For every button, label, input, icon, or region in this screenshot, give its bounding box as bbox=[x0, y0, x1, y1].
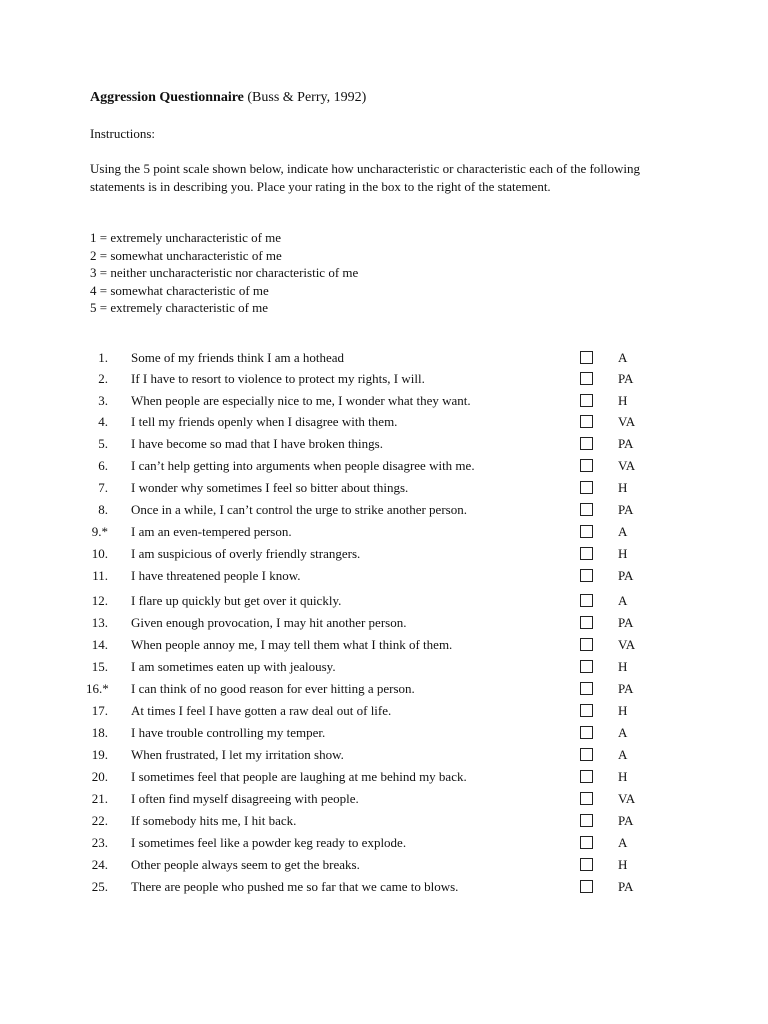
rating-box[interactable] bbox=[580, 880, 593, 893]
statement-row bbox=[0, 371, 768, 389]
statement-text: I tell my friends openly when I disagree with them. bbox=[131, 414, 398, 429]
subscale-code: H bbox=[618, 857, 628, 872]
rating-box[interactable] bbox=[580, 792, 593, 805]
statement-row bbox=[0, 857, 768, 875]
statement-number: 12. bbox=[91, 593, 108, 608]
scale-item: 1 = extremely uncharacteristic of me bbox=[90, 230, 282, 245]
statement-number: 4. bbox=[98, 414, 108, 429]
rating-box[interactable] bbox=[580, 594, 593, 607]
subscale-code: VA bbox=[618, 637, 636, 652]
statement-row bbox=[0, 568, 768, 586]
statement-text: I have become so mad that I have broken things. bbox=[131, 436, 383, 451]
subscale-code: A bbox=[618, 835, 628, 850]
rating-box[interactable] bbox=[580, 638, 593, 651]
statement-number: 1. bbox=[98, 350, 108, 365]
statement-text: I can think of no good reason for ever hitting a person. bbox=[131, 681, 415, 696]
statement-number: 5. bbox=[98, 436, 108, 451]
rating-box[interactable] bbox=[580, 726, 593, 739]
statement-text: I wonder why sometimes I feel so bitter about things. bbox=[131, 480, 409, 495]
scale-item: 2 = somewhat uncharacteristic of me bbox=[90, 247, 282, 263]
scale-item: 4 = somewhat characteristic of me bbox=[90, 282, 269, 298]
statement-text: Some of my friends think I am a hothead bbox=[131, 350, 345, 365]
statement-text: I have threatened people I know. bbox=[131, 568, 301, 583]
rating-box[interactable] bbox=[580, 748, 593, 761]
rating-box[interactable] bbox=[580, 814, 593, 827]
subscale-code: A bbox=[618, 524, 628, 539]
statement-text: I flare up quickly but get over it quickly. bbox=[131, 593, 342, 608]
statement-number: 13. bbox=[91, 615, 108, 630]
statement-number: 19. bbox=[91, 747, 108, 762]
rating-box[interactable] bbox=[580, 858, 593, 871]
title-bold: Aggression Questionnaire bbox=[90, 90, 244, 105]
rating-box[interactable] bbox=[580, 660, 593, 673]
statement-text: Given enough provocation, I may hit another person. bbox=[131, 615, 407, 630]
statement-text: At times I feel I have gotten a raw deal out of life. bbox=[131, 703, 392, 718]
statement-text: I am an even-tempered person. bbox=[131, 524, 292, 539]
statement-row bbox=[0, 659, 768, 677]
statement-number: 3. bbox=[98, 393, 108, 408]
statement-text: I sometimes feel like a powder keg ready to explode. bbox=[131, 835, 407, 850]
rating-box[interactable] bbox=[580, 704, 593, 717]
statement-row bbox=[0, 747, 768, 765]
statement-row bbox=[0, 879, 768, 897]
statement-number: 7. bbox=[98, 480, 108, 495]
statement-row bbox=[0, 615, 768, 633]
statement-row bbox=[0, 703, 768, 721]
subscale-code: A bbox=[618, 725, 628, 740]
instructions-label: Instructions: bbox=[90, 126, 155, 141]
subscale-code: PA bbox=[618, 371, 634, 386]
statement-number: 18. bbox=[91, 725, 108, 740]
subscale-code: PA bbox=[618, 502, 634, 517]
subscale-code: PA bbox=[618, 813, 634, 828]
statement-row bbox=[0, 725, 768, 743]
instructions-text: Using the 5 point scale shown below, indicate how uncharacteristic or characteristic each of the following statements is in describing you. Place your rating in the box to the right of the statement. bbox=[90, 161, 641, 194]
statement-text: Other people always seem to get the breaks. bbox=[131, 857, 360, 872]
statement-row bbox=[0, 480, 768, 498]
rating-box[interactable] bbox=[580, 459, 593, 472]
statement-row bbox=[0, 681, 768, 699]
statement-text: When people annoy me, I may tell them what I think of them. bbox=[131, 637, 453, 652]
statement-text: Once in a while, I can’t control the urge to strike another person. bbox=[131, 502, 467, 517]
statement-number: 11. bbox=[92, 568, 108, 583]
rating-box[interactable] bbox=[580, 836, 593, 849]
statement-row bbox=[0, 393, 768, 411]
statement-row bbox=[0, 436, 768, 454]
statement-row bbox=[0, 835, 768, 853]
subscale-code: VA bbox=[618, 791, 636, 806]
statement-number: 23. bbox=[91, 835, 108, 850]
statement-number: 8. bbox=[98, 502, 108, 517]
rating-box[interactable] bbox=[580, 372, 593, 385]
statement-row bbox=[0, 593, 768, 611]
document-title bbox=[90, 90, 366, 106]
statement-row bbox=[0, 546, 768, 564]
statement-text: If somebody hits me, I hit back. bbox=[131, 813, 297, 828]
statement-row bbox=[0, 791, 768, 809]
scale-item: 5 = extremely characteristic of me bbox=[90, 300, 269, 315]
statement-number: 10. bbox=[91, 546, 108, 561]
statement-number: 24. bbox=[91, 857, 108, 872]
statement-row bbox=[0, 458, 768, 476]
rating-box[interactable] bbox=[580, 547, 593, 560]
rating-box[interactable] bbox=[580, 525, 593, 538]
rating-box[interactable] bbox=[580, 503, 593, 516]
statement-number: 16.* bbox=[86, 681, 109, 696]
subscale-code: PA bbox=[618, 568, 634, 583]
rating-scale bbox=[90, 229, 358, 317]
subscale-code: A bbox=[618, 593, 628, 608]
statement-text: If I have to resort to violence to protect my rights, I will. bbox=[131, 371, 425, 386]
statement-text: When frustrated, I let my irritation show. bbox=[131, 747, 344, 762]
statement-text: When people are especially nice to me, I wonder what they want. bbox=[131, 393, 471, 408]
statement-number: 9.* bbox=[91, 524, 108, 539]
statement-text: I am suspicious of overly friendly strangers. bbox=[131, 546, 361, 561]
rating-box[interactable] bbox=[580, 437, 593, 450]
statement-row bbox=[0, 524, 768, 542]
rating-box[interactable] bbox=[580, 481, 593, 494]
statement-row bbox=[0, 414, 768, 432]
statement-number: 15. bbox=[91, 659, 108, 674]
subscale-code: H bbox=[618, 769, 628, 784]
subscale-code: VA bbox=[618, 414, 636, 429]
subscale-code: H bbox=[618, 703, 628, 718]
statement-number: 14. bbox=[91, 637, 108, 652]
subscale-code: A bbox=[618, 747, 628, 762]
statement-number: 25. bbox=[91, 879, 108, 894]
title-citation: (Buss & Perry, 1992) bbox=[243, 90, 367, 105]
rating-box[interactable] bbox=[580, 569, 593, 582]
subscale-code: H bbox=[618, 393, 628, 408]
statement-text: I can’t help getting into arguments when people disagree with me. bbox=[131, 458, 475, 473]
statement-number: 22. bbox=[91, 813, 108, 828]
subscale-code: VA bbox=[618, 458, 636, 473]
statement-text: I sometimes feel that people are laughing at me behind my back. bbox=[131, 769, 467, 784]
rating-box[interactable] bbox=[580, 770, 593, 783]
scale-item: 3 = neither uncharacteristic nor characteristic of me bbox=[90, 265, 359, 280]
subscale-code: PA bbox=[618, 615, 634, 630]
statement-row bbox=[0, 502, 768, 520]
subscale-code: H bbox=[618, 546, 628, 561]
rating-box[interactable] bbox=[580, 394, 593, 407]
subscale-code: H bbox=[618, 659, 628, 674]
statement-text: There are people who pushed me so far that we came to blows. bbox=[131, 879, 459, 894]
statement-row bbox=[0, 813, 768, 831]
rating-box[interactable] bbox=[580, 616, 593, 629]
subscale-code: PA bbox=[618, 681, 634, 696]
statement-text: I am sometimes eaten up with jealousy. bbox=[131, 659, 336, 674]
rating-box[interactable] bbox=[580, 415, 593, 428]
statement-row bbox=[0, 350, 768, 368]
statement-text: I often find myself disagreeing with people. bbox=[131, 791, 359, 806]
subscale-code: H bbox=[618, 480, 628, 495]
subscale-code: A bbox=[618, 350, 628, 365]
statement-row bbox=[0, 637, 768, 655]
statement-text: I have trouble controlling my temper. bbox=[131, 725, 326, 740]
subscale-code: PA bbox=[618, 436, 634, 451]
statement-row bbox=[0, 769, 768, 787]
rating-box[interactable] bbox=[580, 351, 593, 364]
subscale-code: PA bbox=[618, 879, 634, 894]
statement-number: 20. bbox=[91, 769, 108, 784]
rating-box[interactable] bbox=[580, 682, 593, 695]
statement-number: 2. bbox=[98, 371, 108, 386]
statement-number: 21. bbox=[91, 791, 108, 806]
statement-number: 6. bbox=[98, 458, 108, 473]
statement-number: 17. bbox=[91, 703, 108, 718]
